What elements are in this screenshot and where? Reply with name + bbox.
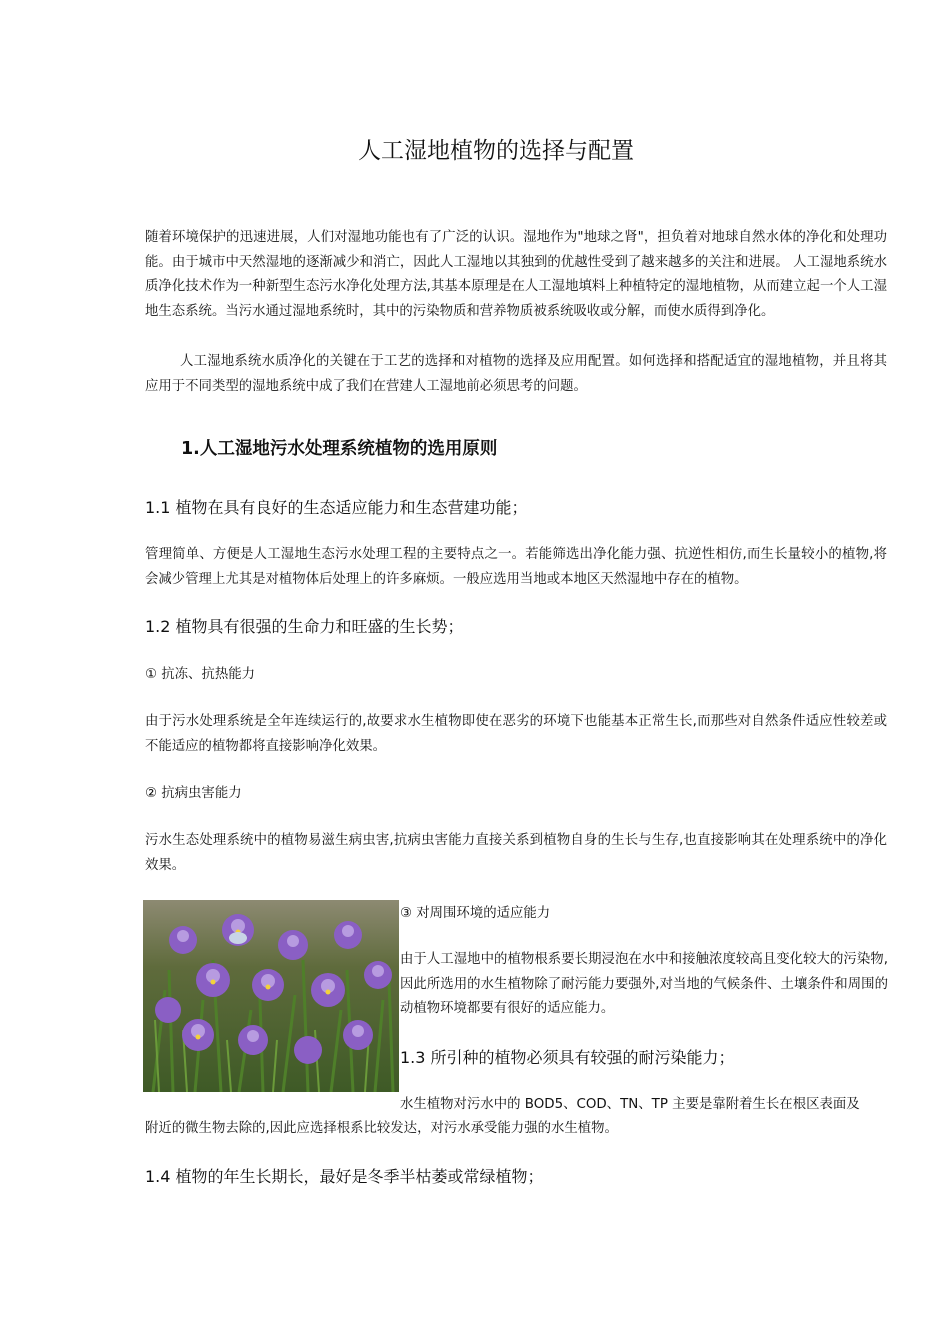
section-1-4-heading: 1.4 植物的年生长期长，最好是冬季半枯萎或常绿植物； xyxy=(145,1167,544,1186)
item-2-text: 污水生态处理系统中的植物易滋生病虫害,抗病虫害能力直接关系到植物自身的生长与生存,也直接影响其在处理系统中的净化效果。 xyxy=(145,833,887,873)
iris-flower-photo xyxy=(143,900,399,1092)
item-1-title: ① 抗冻、抗热能力 xyxy=(145,667,255,682)
intro-paragraph-2: 人工湿地系统水质净化的关键在于工艺的选择和对植物的选择及应用配置。如何选择和搭配适宜的湿地植物，并且将其应用于不同类型的湿地系统中成了我们在营建人工湿地前必须思考的问题。 xyxy=(145,354,887,394)
intro-paragraph-1: 随着环境保护的迅速进展，人们对湿地功能也有了广泛的认识。湿地作为"地球之肾"，担负着对地球自然水体的净化和处理功能。由于城市中天然湿地的逐渐减少和消亡，因此人工湿地以其独到的优越性受到了越来越多的关注和进展。 人工湿地系统水质净化技术作为一种新型生态污水净化处理方法,其基本原理是在人工湿地填料上种植特定的湿地植物，从而建立起一个人工湿地生态系统。当污水通过湿地系统时，其中的污染物质和营养物质被系统吸收或分解，而使水质得到净化。 xyxy=(145,230,887,319)
item-3-title: ③ 对周围环境的适应能力 xyxy=(400,906,551,921)
iris-flower-illustration xyxy=(143,900,399,1092)
section-1-2-heading: 1.2 植物具有很强的生命力和旺盛的生长势； xyxy=(145,617,464,636)
section-1-heading: 1.人工湿地污水处理系统植物的选用原则 xyxy=(181,439,498,459)
section-1-3-text-line-2: 附近的微生物去除的,因此应选择根系比较发达，对污水承受能力强的水生植物。 xyxy=(145,1121,618,1136)
section-1-3-heading: 1.3 所引种的植物必须具有较强的耐污染能力； xyxy=(400,1048,735,1067)
document-title: 人工湿地植物的选择与配置 xyxy=(358,138,634,164)
item-3-text: 由于人工湿地中的植物根系要长期浸泡在水中和接触浓度较高且变化较大的污染物,因此所选用的水生植物除了耐污能力要强外,对当地的气候条件、土壤条件和周围的动植物环境都要有很好的适应能力。 xyxy=(400,952,888,1016)
item-1-text: 由于污水处理系统是全年连续运行的,故要求水生植物即使在恶劣的环境下也能基本正常生长,而那些对自然条件适应性较差或不能适应的植物都将直接影响净化效果。 xyxy=(145,714,887,754)
item-2-title: ② 抗病虫害能力 xyxy=(145,786,242,801)
section-1-1-heading: 1.1 植物在具有良好的生态适应能力和生态营建功能； xyxy=(145,498,528,517)
section-1-1-text: 管理简单、方便是人工湿地生态污水处理工程的主要特点之一。若能筛选出净化能力强、抗逆性相仿,而生长量较小的植物,将会减少管理上尤其是对植物体后处理上的许多麻烦。一般应选用当地或本地区天然湿地中存在的植物。 xyxy=(145,547,887,587)
section-1-3-text-line-1: 水生植物对污水中的 BOD5、COD、TN、TP 主要是靠附着生长在根区表面及 xyxy=(400,1097,860,1112)
